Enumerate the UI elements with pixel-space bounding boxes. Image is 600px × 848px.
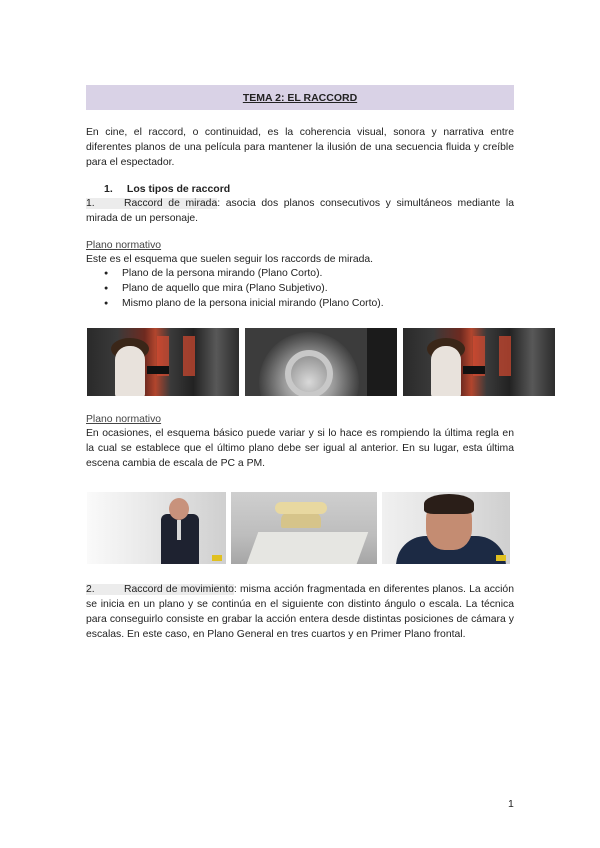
film-still-person-looking-1 bbox=[87, 328, 239, 396]
bullet-item: ● Plano de aquello que mira (Plano Subjetivo). bbox=[104, 281, 384, 296]
page-number: 1 bbox=[508, 798, 514, 810]
item-number: 2. bbox=[86, 584, 95, 595]
title-band bbox=[86, 85, 514, 110]
plano-normativo-label-1: Plano normativo bbox=[86, 240, 162, 251]
intro-paragraph: En cine, el raccord, o continuidad, es la coherencia visual, sonora y narrativa entre diferentes planos de una película para mantener la ilusión de una secuencia fluida y creíble para el espectador. bbox=[86, 127, 514, 168]
section-heading bbox=[104, 182, 230, 197]
document-title: TEMA 2: EL RACCORD bbox=[242, 92, 358, 104]
film-still-guard-wide bbox=[87, 492, 226, 564]
section-number: 1. bbox=[104, 183, 113, 195]
plano-normativo-text-2: En ocasiones, el esquema básico puede variar y si lo hace es rompiendo la última regla en la cual se establece que el último plano debe ser igual al anterior. En su lugar, esta última escena cambia de escala de PC a PM. bbox=[86, 428, 514, 469]
item-raccord-mirada-highlight bbox=[86, 198, 217, 209]
item-number: 1. bbox=[86, 198, 95, 209]
film-still-telephone bbox=[231, 492, 377, 564]
film-still-subjective-view bbox=[245, 328, 397, 396]
item-raccord-mirada bbox=[86, 196, 514, 226]
section-heading-text: Los tipos de raccord bbox=[126, 183, 231, 195]
item-raccord-movimiento-highlight bbox=[86, 584, 234, 595]
item-raccord-movimiento bbox=[86, 582, 514, 642]
film-still-guard-medium bbox=[382, 492, 510, 564]
bullet-item: ● Plano de la persona mirando (Plano Corto). bbox=[104, 266, 384, 281]
item-term: Raccord de mirada bbox=[124, 198, 218, 209]
item-text: : asocia dos planos consecutivos y simultáneos mediante la mirada de un personaje. bbox=[86, 198, 514, 224]
plano-normativo-text-1: Este es el esquema que suelen seguir los raccords de mirada. bbox=[86, 254, 374, 265]
bullet-item: ● Mismo plano de la persona inicial mirando (Plano Corto). bbox=[104, 296, 384, 311]
film-still-person-looking-2 bbox=[403, 328, 555, 396]
bullet-list bbox=[104, 266, 384, 311]
item-text: : misma acción fragmentada en diferentes planos. La acción se inicia en un plano y se continúa en el siguiente con distinto ángulo o escala. La técnica para conseguirlo consiste en grabar la acción entera desde distintas posiciones de cámara y escalas. En este caso, en Plano General en tres cuartos y en Primer Plano frontal. bbox=[86, 584, 514, 640]
plano-normativo-label-2: Plano normativo bbox=[86, 414, 162, 425]
item-term: Raccord de movimiento bbox=[124, 584, 234, 595]
